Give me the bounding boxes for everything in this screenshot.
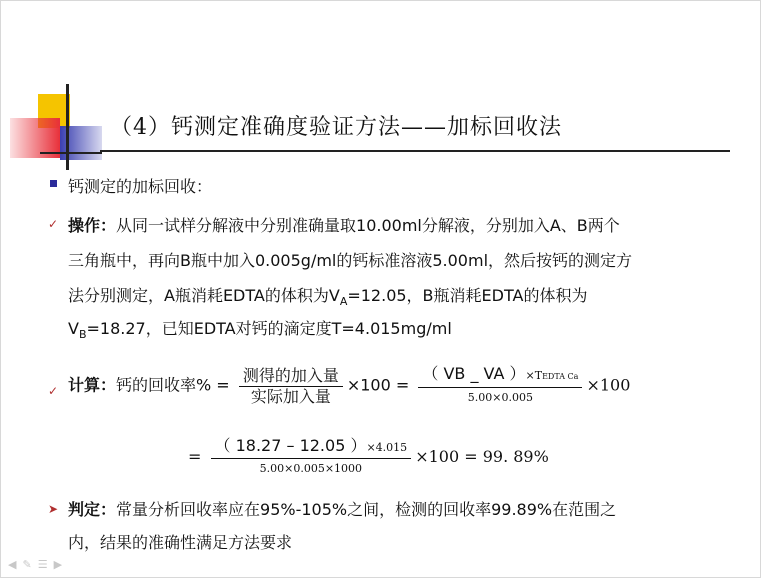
slide-nav: [8, 558, 68, 571]
calculation-formula-1: 计算：钙的回收率% = $\frac{\text{测得的加入量}}{\text{实际加入量}}$ ×100 = $\frac{\text{（ VB \_ VA ）×TEDTA Ca}}{5.00\times 0.005}$ ×100: [68, 364, 630, 408]
arrow-bullet-icon: ➤: [48, 502, 59, 516]
judgement-line-1: 判定：常量分析回收率应在95%-105%之间，检测的回收率99.89%在范围之: [68, 500, 617, 519]
calculation-formula-2: = $\frac{( 18.27 - 12.05 )\times 4.015}{5.00\times 0.005\times 1000}$ ×100 = 99. 89%: [188, 436, 549, 479]
slide-title: （4）钙测定准确度验证方法——加标回收法: [110, 115, 562, 140]
section-heading: 钙测定的加标回收：: [68, 177, 213, 196]
next-icon[interactable]: ▶: [53, 558, 69, 571]
deco-vertical-line: [66, 84, 69, 170]
operation-line-3: 法分别测定，A瓶消耗EDTA的体积为$V_A=12.05$，B瓶消耗EDTA的体积为: [68, 286, 588, 309]
fraction-numeric: $\frac{( 18.27 - 12.05 )\times 4.015}{5.00\times 0.005\times 1000}$: [211, 436, 412, 479]
operation-line-4: $V_B=18.27$，已知EDTA对钙的滴定度T=4.015mg/ml: [68, 319, 452, 342]
fraction-added-amount: $\frac{\text{测得的加入量}}{\text{实际加入量}}$: [239, 366, 343, 407]
menu-icon[interactable]: ☰: [37, 558, 54, 571]
judgement-line-2: 内，结果的准确性满足方法要求: [68, 533, 293, 552]
fraction-volume-difference: $\frac{\text{（ VB \_ VA ）×TEDTA Ca}}{5.00\times 0.005}$: [418, 364, 582, 408]
prev-icon[interactable]: ◀: [8, 558, 23, 571]
pen-icon[interactable]: ✎: [22, 558, 38, 571]
checkmark-bullet-icon: ✓: [48, 384, 59, 398]
title-rule: [100, 150, 730, 152]
square-bullet-icon: [50, 180, 57, 187]
operation-label: 操作：: [68, 216, 117, 235]
calculation-label: 计算：: [68, 375, 117, 395]
operation-line-1: 操作：从同一试样分解液中分别准确量取10.00ml分解液，分别加入A、B两个: [68, 216, 620, 235]
deco-horizontal-line: [40, 152, 102, 154]
judgement-label: 判定：: [68, 500, 117, 519]
operation-line-2: 三角瓶中，再向B瓶中加入0.005g/ml的钙标准溶液5.00ml，然后按钙的测定方: [68, 251, 633, 270]
calculation-result: ×100 = 99. 89%: [415, 447, 549, 466]
checkmark-bullet-icon: ✓: [48, 217, 59, 231]
